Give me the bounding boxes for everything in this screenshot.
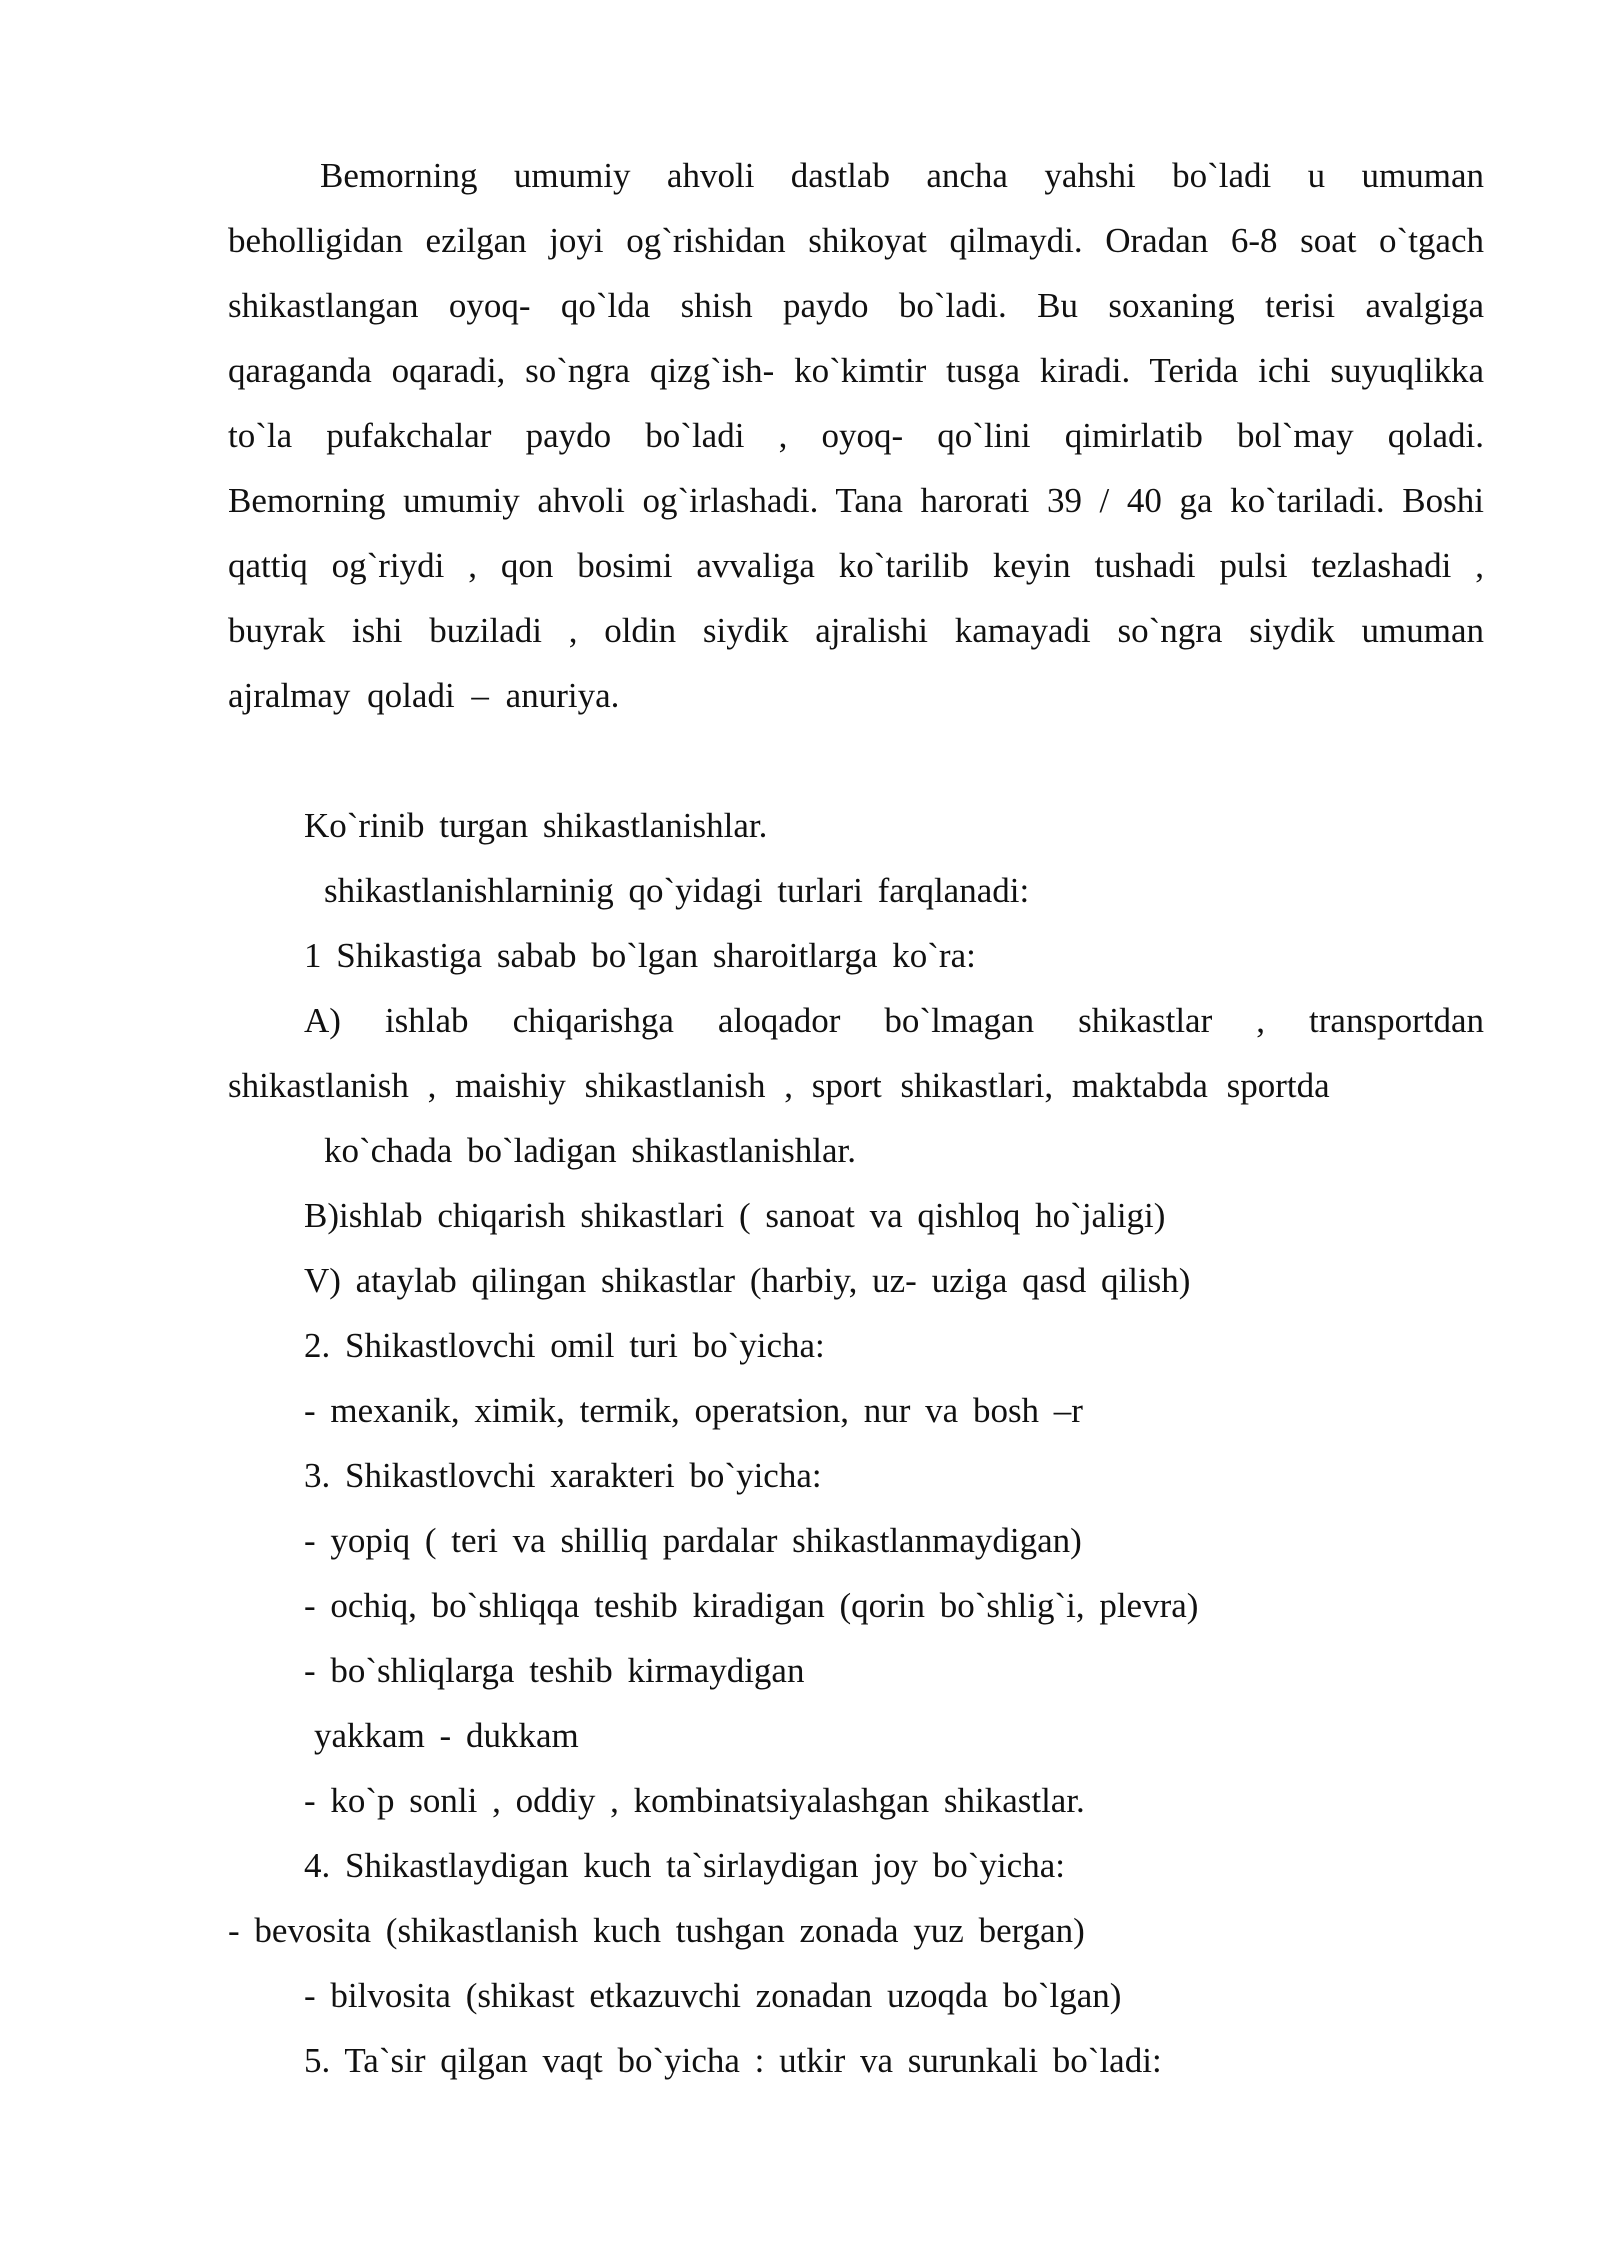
list-item-3e: - ko`p sonli , oddiy , kombinatsiyalashgan shikastlar.: [304, 1781, 1085, 1820]
list-item-3b: - ochiq, bo`shliqqa teshib kiradigan (qorin bo`shlig`i, plevra): [304, 1586, 1199, 1625]
list-item-5-heading: 5. Ta`sir qilgan vaqt bo`yicha : utkir va surunkali bo`ladi:: [304, 2041, 1162, 2080]
list-item-2-heading: 2. Shikastlovchi omil turi bo`yicha:: [304, 1326, 825, 1365]
section-heading: Ko`rinib turgan shikastlanishlar.: [304, 806, 768, 845]
list-item-1b: B)ishlab chiqarish shikastlari ( sanoat va qishloq ho`jaligi): [304, 1196, 1166, 1235]
document-body: [228, 143, 1484, 2093]
list-item-4a: - bevosita (shikastlanish kuch tushgan zonada yuz bergan): [228, 1911, 1085, 1950]
list-item-4b: - bilvosita (shikast etkazuvchi zonadan uzoqda bo`lgan): [304, 1976, 1122, 2015]
list-item-1-heading: 1 Shikastiga sabab bo`lgan sharoitlarga ko`ra:: [304, 936, 976, 975]
list-item-3c: - bo`shliqlarga teshib kirmaydigan: [304, 1651, 805, 1690]
list-item-1v: V) ataylab qilingan shikastlar (harbiy, uz- uziga qasd qilish): [304, 1261, 1191, 1300]
list-item-1a: A) ishlab chiqarishga aloqador bo`lmagan shikastlar , transportdan shikastlanish , maishiy shikastlanish , sport shikastlari, maktabda sportda: [228, 1001, 1484, 1105]
paragraph-spacer: [228, 728, 1484, 793]
list-item-3-heading: 3. Shikastlovchi xarakteri bo`yicha:: [304, 1456, 822, 1495]
list-item-1a-continuation: ko`chada bo`ladigan shikastlanishlar.: [324, 1131, 856, 1170]
list-item-4-heading: 4. Shikastlaydigan kuch ta`sirlaydigan joy bo`yicha:: [304, 1846, 1065, 1885]
list-item-3a: - yopiq ( teri va shilliq pardalar shikastlanmaydigan): [304, 1521, 1082, 1560]
intro-paragraph: Bemorning umumiy ahvoli dastlab ancha yahshi bo`ladi u umuman beholligidan ezilgan joyi og`rishidan shikoyat qilmaydi. Oradan 6-8 soat o`tgach shikastlangan oyoq- qo`lda shish paydo bo`ladi. Bu soxaning terisi avalgiga qaraganda oqaradi, so`ngra qizg`ish- ko`kimtir tusga kiradi. Terida ichi suyuqlikka to`la pufakchalar paydo bo`ladi , oyoq- qo`lini qimirlatib bol`may qoladi. Bemorning umumiy ahvoli og`irlashadi. Tana harorati 39 / 40 ga ko`tariladi. Boshi qattiq og`riydi , qon bosimi avvaliga ko`tarilib keyin tushadi pulsi tezlashadi , buyrak ishi buziladi , oldin siydik ajralishi kamayadi so`ngra siydik umuman ajralmay qoladi – anuriya.: [228, 156, 1484, 715]
list-item-3d: yakkam - dukkam: [314, 1716, 579, 1755]
section-subheading: shikastlanishlarninig qo`yidagi turlari farqlanadi:: [324, 871, 1030, 910]
list-item-2-values: - mexanik, ximik, termik, operatsion, nur va bosh –r: [304, 1391, 1083, 1430]
